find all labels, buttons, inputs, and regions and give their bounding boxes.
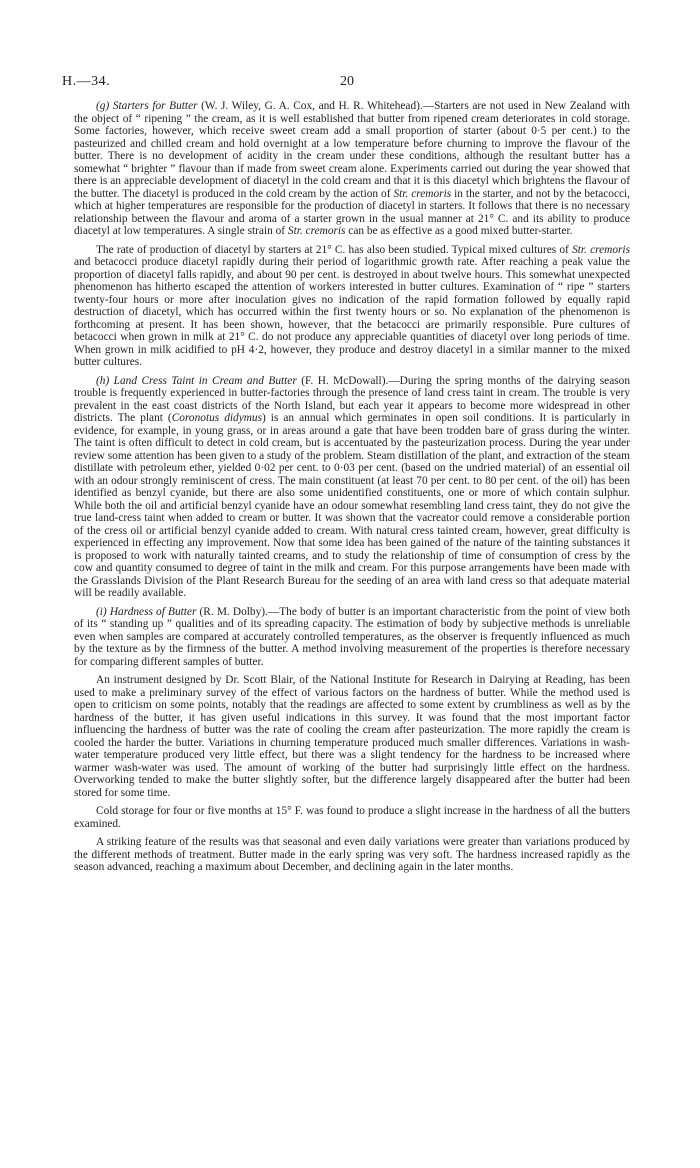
paragraph-text: Starters are not used in New Zealand with the object of “ ripening ” the cream, as it is well established that butter from ripened cream deteriorates in cold storage. Some factories, however, which receive sweet cream add a small proportion of starter (about 0·5 per cent.) to the pasteurized and chilled cream and hold overnight at a low temperature before churning to improve the flavour of the butter. There is no development of acidity in the cream under these conditions, although the resultant butter has a somewhat “ brighter ” flavour than if made from sweet cream alone. Experiments carried out during the year showed that there is an appreciable development of diacetyl in the cold cream and that it is this diacetyl which brightens the flavour of the butter. The diacetyl is produced in the cold cream by the action of Str. cremoris in the starter, and not by the betacocci, which at higher temperatures are responsible for the production of diacetyl in starters. It follows that there is no necessary relationship between the flavour and aroma of a starter grown in the usual manner at 21° C. and its ability to produce diacetyl at low temperatures. A single strain of Str. cremoris can be as effective as a good mixed butter-starter. [74,100,631,237]
paragraph-diacetyl-rate [74,244,630,369]
paragraph-instrument-survey [74,674,630,799]
section-heading: (h) Land Cress Taint in Cream and Butter [96,374,297,387]
page-number: 20 [340,74,354,89]
section-authors: (R. M. Dolby).— [196,605,280,618]
paragraph-seasonal-variation [74,836,630,874]
section-authors: (W. J. Wiley, G. A. Cox, and H. R. Whitehead).— [197,100,435,112]
paragraph-text: A striking feature of the results was that seasonal and even daily variations were greater than variations produced by the different methods of treatment. Butter made in the early spring was very soft. The hardness increased rapidly as the season advanced, reaching a maximum about December, and declining again in the later months. [74,836,630,873]
paragraph-cold-storage [74,805,630,830]
document-reference: H.—34. [62,74,111,89]
paragraph-text: The rate of production of diacetyl by starters at 21° C. has also been studied. Typical mixed cultures of Str. cremoris and betacocci produce diacetyl rapidly during their period of logarithmic growth rate. After reaching a peak value the proportion of diacetyl falls rapidly, and about 90 per cent. is destroyed in about twelve hours. This somewhat unexpected phenomenon has hitherto escaped the attention of workers interested in butter cultures. Examination of “ ripe ” starters twenty-four hours or more after inoculation gives no indication of the rapid formation followed by equally rapid destruction of diacetyl, which has occurred within the first twenty hours or so. No explanation of the phenomenon is forthcoming at present. It has been shown, however, that the betacocci are primarily responsible. Pure cultures of betacocci when grown in milk at 21° C. do not produce any appreciable quantities of diacetyl over long periods of time. When grown in milk acidified to pH 4·2, however, they produce and destroy diacetyl in a similar manner to the mixed butter cultures. [74,243,631,368]
paragraph-starters-for-butter [74,100,630,238]
paragraph-text: An instrument designed by Dr. Scott Blair, of the National Institute for Research in Dairying at Reading, has been used to make a preliminary survey of the effect of various factors on the hardness of butter. While the method used is open to criticism on some points, notably that the readings are affected to some extent by crumbliness as well as by the hardness of the butter, it has given useful indications in this survey. It was found that the most important factor influencing the hardness of butter was the rate of cooling the cream after pasteurization. The more rapidly the cream is cooled the harder the butter. Variations in churning temperature produced much smaller differences. Variations in wash-water temperature produced very little effect, but there was a slight tendency for the hardness to be increased where warmer wash-water was used. The amount of working of the butter had surprisingly little effect on the hardness. Overworking tended to make the butter slightly softer, but the difference largely disappeared after the butter had been stored for some time. [74,674,630,799]
paragraph-text: During the spring months of the dairying season trouble is frequently experienced in butter-factories through the presence of land cress taint in cream. The trouble is very prevalent in the east coast districts of the North Island, but each year it appears to become more widespread in other districts. The plant (Coronotus didymus) is an annual which germinates in open soil conditions. It is particularly in evidence, for example, in young grass, or in areas around a gate that have been trodden bare of grass during the winter. The taint is often difficult to detect in cold cream, but is accentuated by the pasteurization process. During the year under review some attention has been given to a study of the problem. Steam distillation of the plant, and extraction of the steam distillate with petroleum ether, yielded 0·02 per cent. to 0·03 per cent. (based on the undried material) of an essential oil with an odour strongly reminiscent of cress. The main constituent (at least 70 per cent. to 80 per cent. of the oil) has been identified as benzyl cyanide, but there are also some unidentified constituents, one or more of which contain sulphur. While both the oil and artificial benzyl cyanide have an odour somewhat resembling land cress taint, they do not give the true land-cress taint when added to cream or butter. It was shown that the vacreator could remove a considerable portion of the cress oil or artificial benzyl cyanide added to cream. With natural cress tainted cream, however, great difficulty is experienced in effecting any improvement. Now that some idea has been gained of the nature of the tainting substances it is proposed to work with naturally tainted creams, and to study the relationship of time of consumption of cress by the cow and quantity consumed to degree of taint in the milk and cream. For this purpose arrangements have been made with the Grasslands Division of the Plant Research Bureau for the seeding of an area with land cress so that adequate material will be readily available. [74,374,630,599]
section-authors: (F. H. McDowall).— [296,374,400,387]
section-heading: (i) Hardness of Butter [96,605,197,618]
page-body [74,100,630,880]
paragraph-land-cress-taint [74,375,630,600]
paragraph-text: The body of butter is an important characteristic from the point of view both of its “ standing up ” qualities and of its spreading capacity. The estimation of body by subjective methods is unreliable even when samples are compared at accurately controlled temperatures, as the observer is frequently influenced as much by the texture as by the firmness of the butter. A method involving measurement of the properties is therefore necessary for comparing different samples of butter. [74,605,630,668]
paragraph-text: Cold storage for four or five months at 15° F. was found to produce a slight increase in the hardness of all the butters examined. [74,805,630,830]
section-heading: (g) Starters for Butter [96,100,198,112]
paragraph-hardness-of-butter [74,606,630,669]
